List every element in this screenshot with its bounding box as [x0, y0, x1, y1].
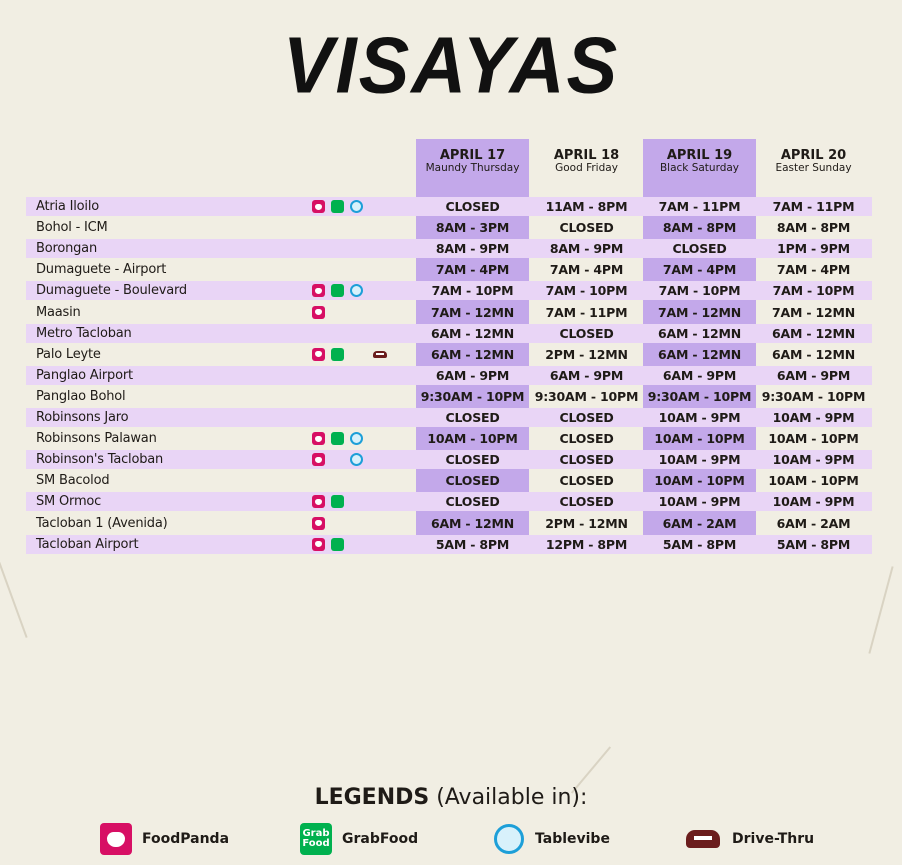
hours-cell: 10AM - 10PM — [768, 473, 859, 489]
table-row — [26, 429, 872, 448]
branch-name: Palo Leyte — [36, 346, 101, 362]
hours-cell: 8AM - 3PM — [435, 220, 510, 236]
hours-cell: 7AM - 10PM — [772, 283, 855, 299]
foodpanda-icon — [312, 306, 325, 319]
hours-cell: CLOSED — [445, 199, 500, 214]
hours-cell: 9:30AM - 10PM — [534, 388, 639, 404]
hours-cell: 6AM - 12MN — [658, 346, 741, 362]
legend-item-drive-thru: Drive-Thru — [684, 822, 814, 856]
hours-cell: 6AM - 12MN — [658, 325, 741, 341]
table-row — [26, 492, 872, 511]
hours-cell: 7AM - 10PM — [431, 283, 514, 299]
hours-cell: 5AM - 8PM — [662, 536, 737, 552]
grabfood-icon — [331, 200, 344, 213]
branch-name: Panglao Airport — [36, 367, 133, 383]
hours-cell: CLOSED — [445, 494, 500, 510]
hours-cell: CLOSED — [559, 410, 614, 425]
branch-name: SM Ormoc — [36, 494, 102, 510]
branch-name: Metro Tacloban — [36, 325, 132, 341]
grabfood-icon — [331, 348, 344, 361]
branch-name: Panglao Bohol — [36, 388, 126, 404]
legend-item-grabfood: Grab Food GrabFood — [300, 822, 418, 856]
tablevibe-icon — [350, 284, 363, 297]
foodpanda-icon — [312, 453, 325, 466]
hours-cell: 7AM - 12MN — [658, 304, 741, 320]
drive-thru-icon — [684, 823, 722, 855]
hours-cell: CLOSED — [559, 431, 614, 447]
foodpanda-icon — [312, 517, 325, 530]
hours-cell: CLOSED — [559, 220, 614, 236]
hours-cell: 12PM - 8PM — [545, 536, 628, 552]
hours-cell: 6AM - 12MN — [772, 325, 855, 341]
drive-thru-icon — [372, 348, 388, 361]
table-row — [26, 281, 872, 300]
day-name: Easter Sunday — [775, 161, 852, 174]
branch-name: SM Bacolod — [36, 473, 110, 489]
tablevibe-icon — [493, 823, 525, 855]
foodpanda-icon — [312, 284, 325, 297]
table-row — [26, 535, 872, 554]
day-header — [757, 149, 870, 174]
legend-item-tablevibe: Tablevibe — [493, 822, 610, 856]
branch-name: Robinson's Tacloban — [36, 452, 164, 468]
legend-item-foodpanda: FoodPanda — [100, 822, 229, 856]
hours-cell: 9:30AM - 10PM — [420, 388, 525, 404]
hours-cell: 7AM - 4PM — [776, 262, 851, 278]
table-row — [26, 450, 872, 469]
day-date: APRIL 18 — [553, 148, 620, 163]
hours-cell: 7AM - 4PM — [549, 262, 624, 278]
table-row — [26, 197, 872, 216]
table-row — [26, 218, 872, 237]
page-title: VISAYAS — [282, 20, 620, 111]
hours-cell: 2PM - 12MN — [545, 515, 628, 531]
table-row — [26, 324, 872, 343]
foodpanda-icon — [312, 495, 325, 508]
hours-cell: 6AM - 12MN — [431, 346, 514, 362]
day-header — [530, 149, 643, 174]
foodpanda-icon — [312, 200, 325, 213]
hours-cell: CLOSED — [559, 473, 614, 489]
hours-cell: 8AM - 8PM — [662, 220, 737, 236]
hours-cell: CLOSED — [445, 452, 500, 468]
hours-cell: 6AM - 12MN — [431, 325, 514, 341]
tablevibe-icon — [350, 432, 363, 445]
hours-cell: 6AM - 9PM — [549, 367, 624, 383]
hours-cell: 2PM - 12MN — [545, 346, 628, 362]
grabfood-icon — [331, 495, 344, 508]
table-row — [26, 514, 872, 533]
hours-cell: 1PM - 9PM — [777, 241, 850, 257]
hours-cell: 10AM - 9PM — [658, 494, 741, 510]
hours-cell: CLOSED — [559, 325, 614, 341]
hours-cell: 10AM - 9PM — [772, 494, 855, 510]
hours-cell: 8AM - 9PM — [435, 241, 510, 257]
table-row — [26, 303, 872, 322]
day-name: Black Saturday — [659, 161, 740, 174]
branch-name: Atria Iloilo — [36, 199, 99, 214]
branch-name: Robinsons Palawan — [36, 431, 157, 447]
hours-cell: CLOSED — [559, 452, 614, 468]
day-date: APRIL 17 — [439, 148, 506, 163]
day-date: APRIL 20 — [780, 148, 847, 163]
hours-cell: 6AM - 12MN — [431, 515, 514, 531]
hours-cell: 10AM - 10PM — [654, 431, 745, 447]
hours-cell: 10AM - 10PM — [654, 473, 745, 489]
grabfood-icon — [331, 432, 344, 445]
hours-cell: 8AM - 8PM — [776, 220, 851, 236]
hours-cell: 10AM - 9PM — [658, 452, 741, 468]
paper-texture — [0, 562, 28, 638]
hours-cell: 7AM - 10PM — [658, 283, 741, 299]
hours-cell: 6AM - 12MN — [772, 346, 855, 362]
hours-cell: 7AM - 11PM — [545, 304, 628, 320]
hours-cell: 6AM - 2AM — [662, 515, 737, 531]
paper-texture — [868, 566, 893, 653]
hours-cell: 5AM - 8PM — [776, 536, 851, 552]
hours-cell: 11AM - 8PM — [545, 199, 628, 214]
hours-cell: 7AM - 11PM — [658, 199, 741, 214]
branch-name: Dumaguete - Boulevard — [36, 283, 187, 299]
branch-name: Tacloban Airport — [36, 536, 139, 552]
hours-cell: 5AM - 8PM — [435, 536, 510, 552]
hours-cell: 6AM - 9PM — [662, 367, 737, 383]
foodpanda-icon — [312, 348, 325, 361]
table-row — [26, 260, 872, 279]
hours-cell: 7AM - 12MN — [772, 304, 855, 320]
hours-cell: CLOSED — [672, 241, 727, 257]
tablevibe-icon — [350, 200, 363, 213]
grabfood-icon — [331, 284, 344, 297]
day-date: APRIL 19 — [666, 148, 733, 163]
table-row — [26, 387, 872, 406]
hours-cell: 6AM - 9PM — [776, 367, 851, 383]
hours-cell: CLOSED — [445, 473, 500, 489]
hours-cell: 10AM - 10PM — [768, 431, 859, 447]
day-header — [643, 149, 756, 174]
hours-cell: CLOSED — [559, 494, 614, 510]
grabfood-icon: Grab Food — [300, 823, 332, 855]
foodpanda-icon — [312, 538, 325, 551]
hours-cell: 6AM - 9PM — [435, 367, 510, 383]
table-row — [26, 471, 872, 490]
day-name: Good Friday — [555, 161, 618, 174]
foodpanda-icon — [312, 432, 325, 445]
table-row — [26, 239, 872, 258]
branch-name: Robinsons Jaro — [36, 410, 129, 425]
branch-name: Maasin — [36, 304, 81, 320]
table-row — [26, 345, 872, 364]
hours-cell: 10AM - 10PM — [427, 431, 518, 447]
branch-name: Dumaguete - Airport — [36, 262, 167, 278]
branch-name: Tacloban 1 (Avenida) — [36, 515, 168, 531]
branch-name: Bohol - ICM — [36, 220, 108, 236]
hours-cell: 7AM - 4PM — [435, 262, 510, 278]
hours-cell: 9:30AM - 10PM — [647, 388, 752, 404]
hours-cell: 6AM - 2AM — [776, 515, 851, 531]
grabfood-icon — [331, 538, 344, 551]
hours-cell: 8AM - 9PM — [549, 241, 624, 257]
hours-cell: 7AM - 10PM — [545, 283, 628, 299]
branch-name: Borongan — [36, 241, 97, 257]
day-header — [416, 149, 529, 174]
hours-cell: 10AM - 9PM — [772, 410, 855, 425]
hours-cell: 7AM - 12MN — [431, 304, 514, 320]
legend-title: LEGENDS (Available in): — [314, 785, 588, 810]
hours-cell: 7AM - 4PM — [662, 262, 737, 278]
hours-cell: 9:30AM - 10PM — [761, 388, 866, 404]
hours-cell: 7AM - 11PM — [772, 199, 855, 214]
table-row — [26, 366, 872, 385]
hours-cell: 10AM - 9PM — [658, 410, 741, 425]
table-row — [26, 408, 872, 427]
hours-cell: CLOSED — [445, 410, 500, 425]
day-name: Maundy Thursday — [425, 161, 520, 174]
foodpanda-icon — [100, 823, 132, 855]
hours-cell: 10AM - 9PM — [772, 452, 855, 468]
tablevibe-icon — [350, 453, 363, 466]
